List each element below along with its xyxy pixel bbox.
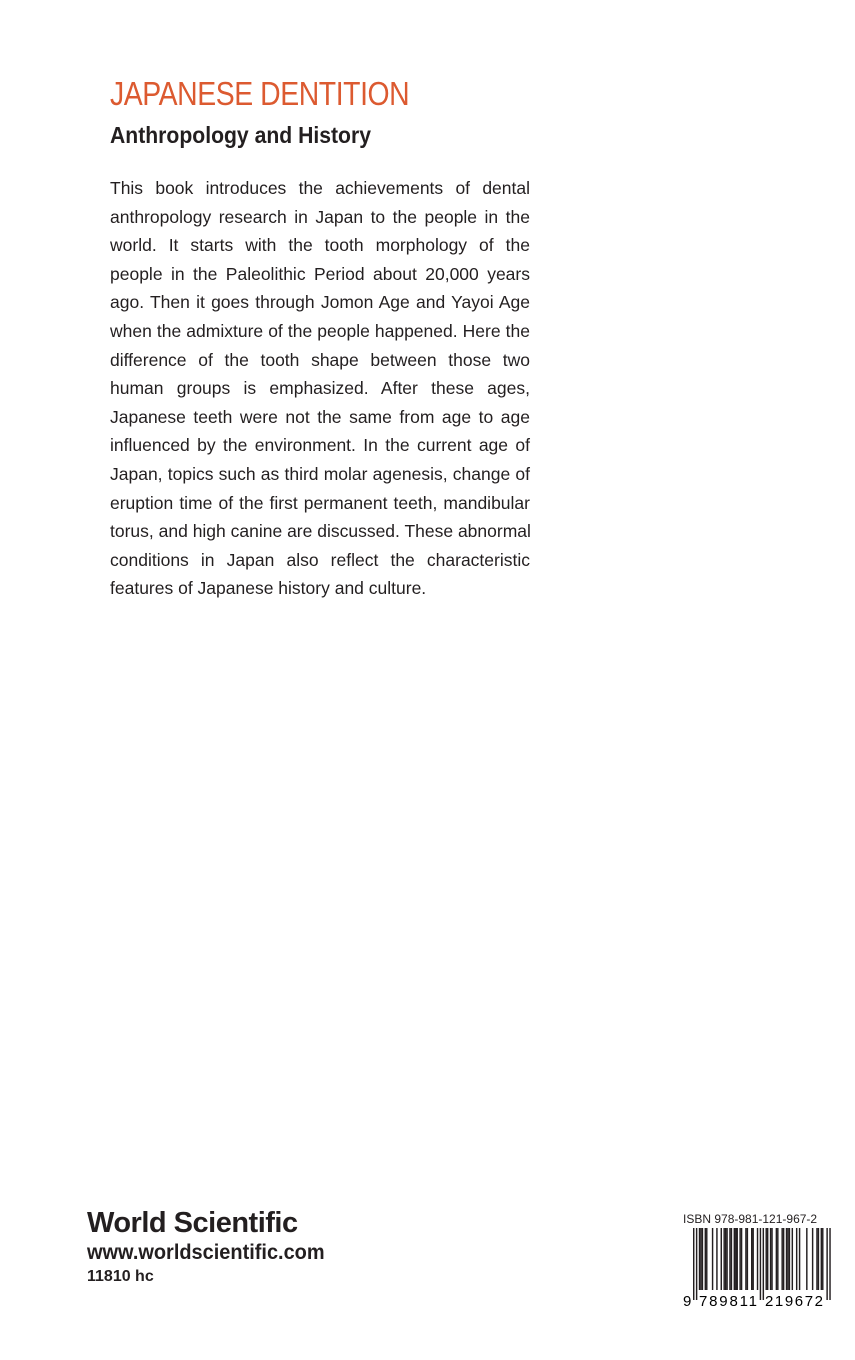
- barcode-bar: [699, 1228, 700, 1290]
- barcode-bar: [826, 1228, 827, 1300]
- book-title: JAPANESE DENTITION: [110, 75, 410, 112]
- barcode-bar: [829, 1228, 830, 1300]
- description-line: anthropology research in Japan to the people in the: [110, 206, 530, 227]
- barcode-bar: [766, 1228, 767, 1290]
- barcode-bar: [723, 1228, 724, 1290]
- description-line: torus, and high canine are discussed. These abnormal: [110, 521, 531, 542]
- barcode-bar: [737, 1228, 738, 1290]
- barcode-bar: [822, 1228, 823, 1290]
- barcode-left-digits: 789811: [699, 1293, 757, 1308]
- barcode-bars: [693, 1228, 831, 1300]
- isbn-label: ISBN 978-981-121-967-2: [683, 1212, 818, 1226]
- description-line: world. It starts with the tooth morphology of the: [110, 235, 530, 256]
- barcode-bar: [783, 1228, 784, 1290]
- description-line: eruption time of the first permanent teeth, mandibular: [110, 492, 530, 513]
- barcode-bar: [816, 1228, 817, 1290]
- description-line: influenced by the environment. In the current age of: [110, 435, 530, 456]
- barcode-bar: [752, 1228, 753, 1290]
- barcode-bar: [751, 1228, 752, 1290]
- barcode-bar: [712, 1228, 713, 1290]
- barcode-bar: [696, 1228, 697, 1300]
- barcode-bar: [747, 1228, 748, 1290]
- book-description: [110, 174, 530, 603]
- barcode-bar: [770, 1228, 771, 1290]
- barcode-bar: [731, 1228, 732, 1290]
- barcode-bar: [776, 1228, 777, 1290]
- barcode-bar: [726, 1228, 727, 1290]
- barcode-bar: [792, 1228, 793, 1290]
- barcode-bar: [763, 1228, 764, 1300]
- barcode-lead-digit: 9: [683, 1293, 692, 1308]
- barcode-bar: [821, 1228, 822, 1290]
- publisher-website: www.worldscientific.com: [87, 1241, 325, 1264]
- barcode-bar: [702, 1228, 703, 1290]
- barcode-graphic: [683, 1228, 833, 1308]
- barcode-bar: [771, 1228, 772, 1290]
- barcode-bar: [787, 1228, 788, 1290]
- barcode-bar: [739, 1228, 740, 1290]
- barcode-right-digits: 219672: [765, 1293, 823, 1308]
- barcode-bar: [729, 1228, 730, 1290]
- barcode-bar: [812, 1228, 813, 1290]
- barcode-bar: [818, 1228, 819, 1290]
- description-line: people in the Paleolithic Period about 20,000 years: [110, 263, 530, 284]
- description-line: Japanese teeth were not the same from age to age: [110, 406, 530, 427]
- barcode-bar: [777, 1228, 778, 1290]
- barcode-bar: [721, 1228, 722, 1290]
- barcode-bar: [706, 1228, 707, 1290]
- description-line: This book introduces the achievements of dental: [110, 178, 530, 198]
- description-line: Japan, topics such as third molar agenesis, change of: [110, 463, 530, 484]
- barcode-bar: [735, 1228, 736, 1290]
- description-line: features of Japanese history and culture.: [110, 578, 427, 599]
- barcode-bar: [796, 1228, 797, 1290]
- barcode-bar: [767, 1228, 768, 1290]
- publisher-block: [87, 1206, 337, 1288]
- barcode-bar: [734, 1228, 735, 1290]
- barcode-bar: [799, 1228, 800, 1290]
- barcode-bar: [716, 1228, 717, 1290]
- publisher-name: World Scientific: [87, 1207, 298, 1239]
- isbn-barcode: [683, 1212, 833, 1308]
- barcode-bar: [741, 1228, 742, 1290]
- barcode-bar: [700, 1228, 701, 1290]
- barcode-bar: [760, 1228, 761, 1300]
- description-line: human groups is emphasized. After these ages,: [110, 378, 530, 399]
- barcode-bar: [705, 1228, 706, 1290]
- description-line: difference of the tooth shape between those two: [110, 349, 530, 370]
- description-line: ago. Then it goes through Jomon Age and Yayoi Age: [110, 292, 530, 313]
- barcode-bar: [745, 1228, 746, 1290]
- barcode-bar: [693, 1228, 694, 1300]
- description-line: conditions in Japan also reflect the characteristic: [110, 549, 530, 570]
- barcode-bar: [781, 1228, 782, 1290]
- barcode-bar: [786, 1228, 787, 1290]
- barcode-bar: [757, 1228, 758, 1290]
- barcode-bar: [806, 1228, 807, 1290]
- publisher-code: 11810 hc: [87, 1268, 154, 1285]
- barcode-bar: [789, 1228, 790, 1290]
- description-line: when the admixture of the people happened. Here the: [110, 320, 530, 341]
- book-subtitle: Anthropology and History: [110, 122, 371, 148]
- barcode-bar: [725, 1228, 726, 1290]
